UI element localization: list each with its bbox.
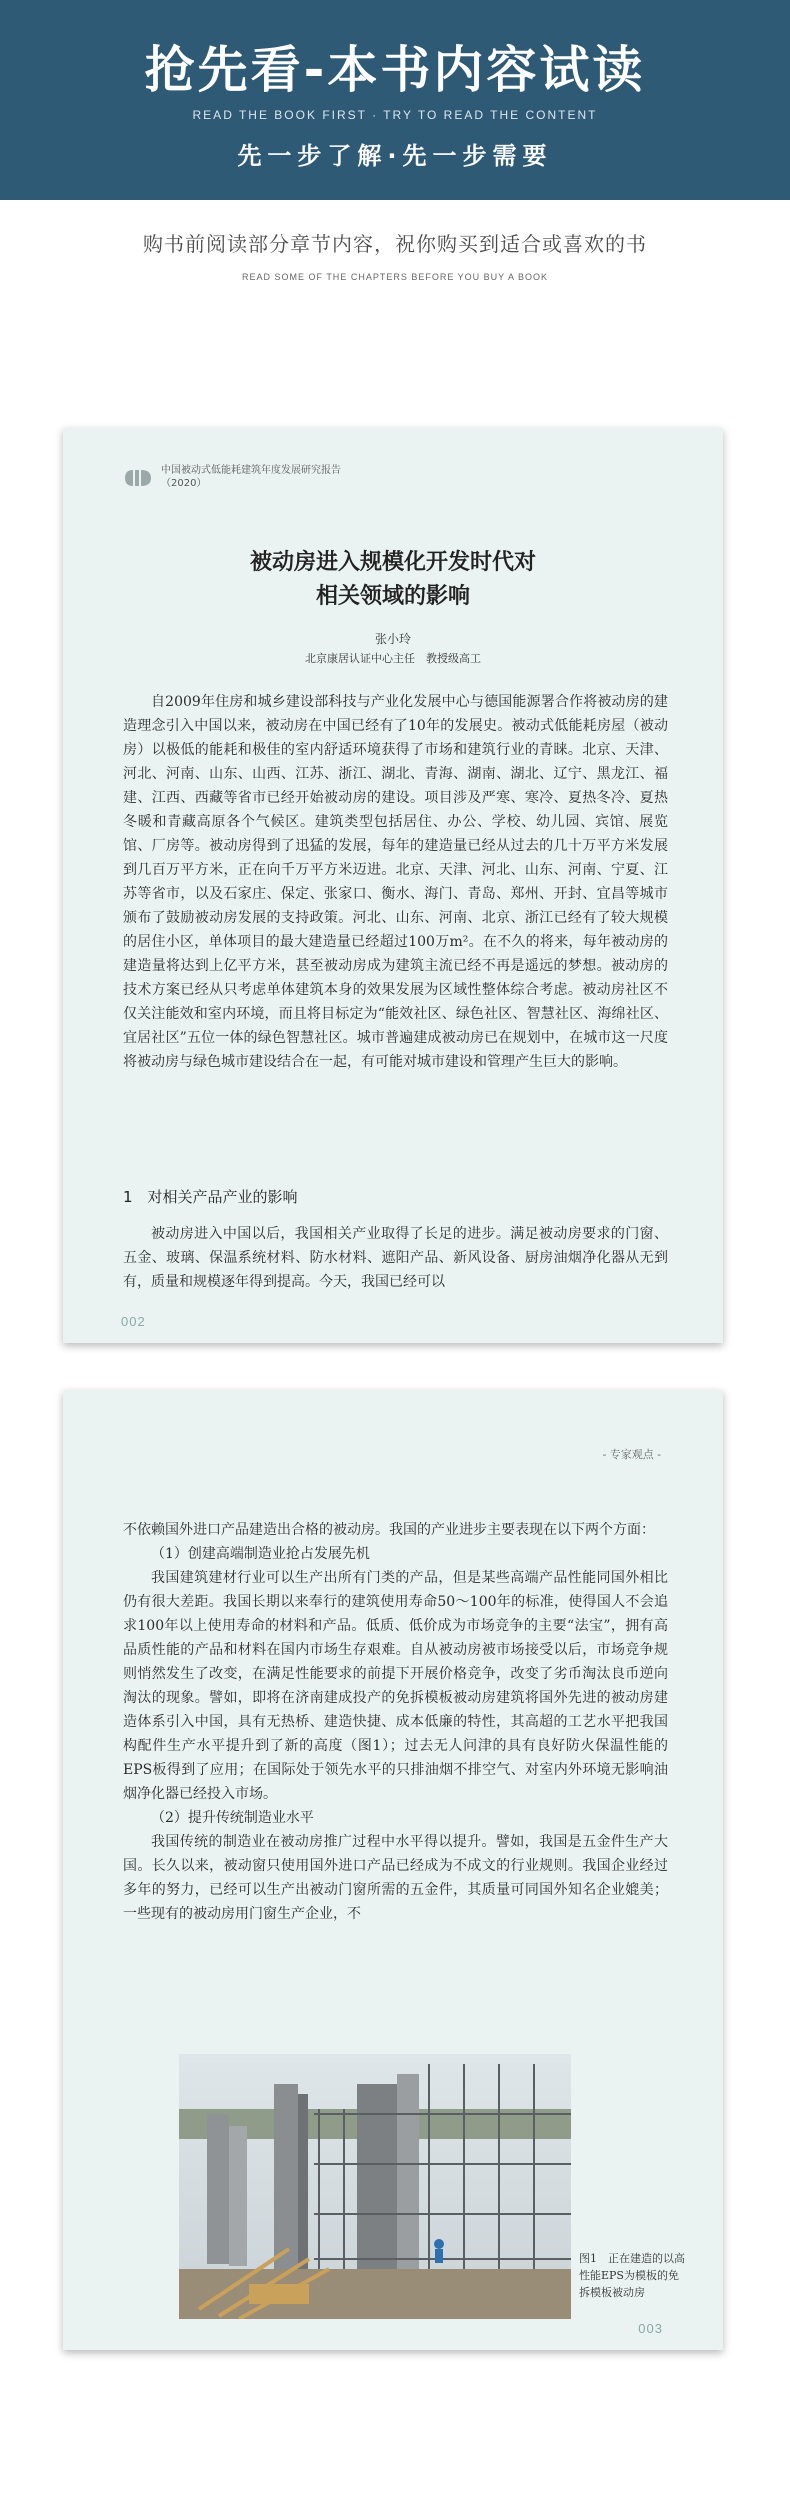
banner-title: 抢先看-本书内容试读 <box>144 41 646 99</box>
author-name: 张小玲 <box>374 632 411 646</box>
subheading: （2）提升传统制造业水平 <box>151 1810 314 1826</box>
subheading: （1）创建高端制造业抢占发展先机 <box>151 1546 370 1562</box>
construction-site-photo <box>179 2054 571 2319</box>
section-heading: 1 对相关产品产业的影响 <box>123 1188 298 1206</box>
paragraph: 我国建筑建材行业可以生产出所有门类的产品，但是某些高端产品性能同国外相比仍有很大差距。我国长期以来奉行的建筑使用寿命50～100年的标准，使得国人不会追求100年以上使用寿命的材料和产品。低质、低价成为市场竞争的主要“法宝”，拥有高品质性能的产品和材料在国内市场生存艰难。自从被动房被市场接受以后，市场竞争规则悄然发生了改变，在满足性能要求的前提下开展价格竞争，改变了劣币淘汰良币逆向淘汰的现象。譬如，即将在济南建成投产的免拆模板被动房建筑将国外先进的被动房建造体系引入中国，具有无热桥、建造快捷、成本低廉的特性，其高超的工艺水平把我国构配件生产水平提升到了新的高度（图1）；过去无人问津的具有良好防火保温性能的EPS板得到了应用；在国际处于领先水平的只排油烟不排空气、对室内外环境无影响油烟净化器已经投入市场。 <box>123 1570 668 1802</box>
photo-caption: 图1 正在建造的以高性能EPS为模板的免拆模板被动房 <box>579 2252 685 2299</box>
article-title-line-2: 相关领域的影响 <box>315 584 470 609</box>
intro-text: 购书前阅读部分章节内容，祝你购买到适合或喜欢的书 <box>143 232 647 256</box>
page-number: 003 <box>638 2321 663 2336</box>
banner-slogan: 先一步了解·先一步需要 <box>237 142 553 170</box>
article-title <box>63 546 723 614</box>
header-banner <box>0 0 790 200</box>
page-number: 002 <box>121 1314 146 1329</box>
paragraph: 自2009年住房和城乡建设部科技与产业化发展中心与德国能源署合作将被动房的建造理念引入中国以来，被动房在中国已经有了10年的发展史。被动式低能耗房屋（被动房）以极低的能耗和极佳的室内舒适环境获得了市场和建筑行业的青睐。北京、天津、河北、河南、山东、山西、江苏、浙江、湖北、青海、湖南、湖北、辽宁、黑龙江、福建、江西、西藏等省市已经开始被动房的建设。项目涉及严寒、寒冷、夏热冬冷、夏热冬暖和青藏高原各个气候区。建筑类型包括居住、办公、学校、幼儿园、宾馆、展览馆、厂房等。被动房得到了迅猛的发展，每年的建造量已经从过去的几十万平方米发展到几百万平方米，正在向千万平方米迈进。北京、天津、河北、山东、河南、宁夏、江苏等省市，以及石家庄、保定、张家口、衡水、海门、青岛、郑州、开封、宜昌等城市颁布了鼓励被动房发展的支持政策。河北、山东、河南、北京、浙江已经有了较大规模的居住小区，单体项目的最大建造量已经超过100万m²。在不久的将来，每年被动房的建造量将达到上亿平方米，甚至被动房成为建筑主流已经不再是遥远的梦想。被动房的技术方案已经从只考虑单体建筑本身的效果发展为区域性整体综合考虑。被动房社区不仅关注能效和室内环境，而且将目标定为“能效社区、绿色社区、智慧社区、海绵社区、宜居社区”五位一体的绿色智慧社区。城市普遍建成被动房已在规划中，在城市这一尺度将被动房与绿色城市建设结合在一起，有可能对城市建设和管理产生巨大的影响。 <box>123 694 668 1070</box>
paragraph: 被动房进入中国以后，我国相关产业取得了长足的进步。满足被动房要求的门窗、五金、玻璃、保温系统材料、防水材料、遮阳产品、新风设备、厨房油烟净化器从无到有，质量和规模逐年得到提高。今天，我国已经可以 <box>123 1226 668 1290</box>
banner-subtitle-en: READ THE BOOK FIRST · TRY TO READ THE CONTENT <box>192 108 598 122</box>
author-affiliation: 北京康居认证中心主任 教授级高工 <box>305 652 481 665</box>
intro-text-en: READ SOME OF THE CHAPTERS BEFORE YOU BUY A BOOK <box>241 272 549 282</box>
page1-body-2 <box>123 1222 668 1294</box>
page1-body <box>123 690 668 1074</box>
article-title-line-1: 被动房进入规模化开发时代对 <box>249 550 536 575</box>
series-title <box>161 464 341 490</box>
paragraph: 我国传统的制造业在被动房推广过程中水平得以提升。譬如，我国是五金件生产大国。长久以来，被动窗只使用国外进口产品已经成为不成文的行业规则。我国企业经过多年的努力，已经可以生产出被动门窗所需的五金件，其质量可同国外知名企业媲美；一些现有的被动房用门窗生产企业，不 <box>123 1834 668 1922</box>
book-page-2 <box>63 1390 723 2350</box>
paragraph: 不依赖国外进口产品建造出合格的被动房。我国的产业进步主要表现在以下两个方面： <box>123 1522 655 1538</box>
publisher-logo-icon <box>123 468 153 488</box>
column-tag: - 专家观点 - <box>602 1448 661 1461</box>
series-title-line-2: （2020） <box>161 478 207 489</box>
series-title-line-1: 中国被动式低能耗建筑年度发展研究报告 <box>161 465 341 476</box>
page2-body <box>123 1518 668 1926</box>
book-page-1 <box>63 428 723 1343</box>
